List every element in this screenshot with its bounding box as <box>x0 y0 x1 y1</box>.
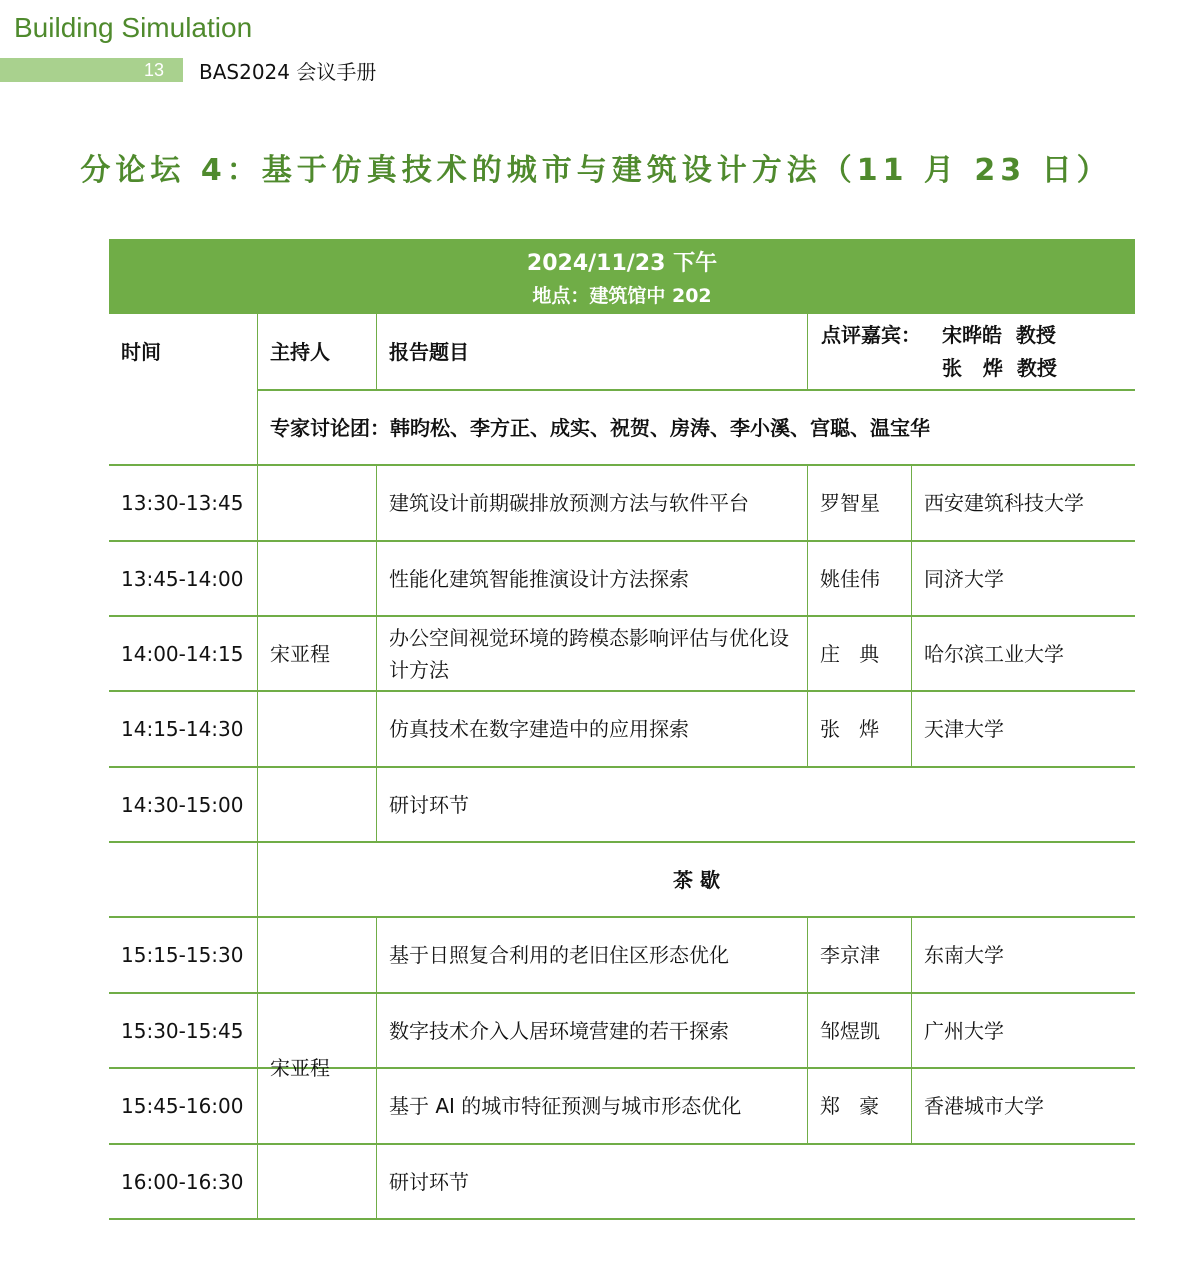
speaker-name: 张 烨 <box>820 717 880 741</box>
time-slot: 15:30-15:45 <box>121 1018 244 1043</box>
tea-break: 茶 歇 <box>673 867 720 892</box>
reviewers <box>821 319 1057 385</box>
brand-title: Building Simulation <box>14 12 253 43</box>
time-slot: 14:30-15:00 <box>121 792 244 817</box>
session1-host: 宋亚程 <box>270 641 330 666</box>
speaker-affiliation: 东南大学 <box>924 943 1004 967</box>
schedule-table <box>109 239 1135 1221</box>
session-date: 2024/11/23 下午 <box>526 251 718 276</box>
speaker-name: 罗智星 <box>820 491 880 515</box>
talk-title: 建筑设计前期碳排放预测方法与软件平台 <box>389 491 749 515</box>
time-slot: 16:00-16:30 <box>121 1169 244 1194</box>
talk-title: 基于 AI 的城市特征预测与城市形态优化 <box>389 1094 742 1118</box>
time-slot: 13:45-14:00 <box>121 566 244 591</box>
time-slot: 14:15-14:30 <box>121 717 244 741</box>
speaker-name: 庄 典 <box>820 641 880 666</box>
reviewer-name: 宋晔皓 教授 <box>942 323 1056 347</box>
speaker-affiliation: 哈尔滨工业大学 <box>924 641 1064 666</box>
time-slot: 15:15-15:30 <box>121 943 244 967</box>
session2-host: 宋亚程 <box>270 1056 330 1080</box>
speaker-affiliation: 广州大学 <box>924 1018 1004 1043</box>
talk-title: 性能化建筑智能推演设计方法探索 <box>389 566 689 591</box>
reviewer-name: 张 烨 教授 <box>942 356 1057 380</box>
speaker-affiliation: 同济大学 <box>924 566 1004 591</box>
talk-title: 基于日照复合利用的老旧住区形态优化 <box>389 943 729 967</box>
discussion-label: 研讨环节 <box>389 1169 469 1194</box>
speaker-name: 郑 豪 <box>820 1094 880 1118</box>
speaker-name: 邹煜凯 <box>820 1018 880 1043</box>
time-slot: 14:00-14:15 <box>121 641 244 666</box>
discussion-label: 研讨环节 <box>389 792 469 817</box>
page-number: 13 <box>144 60 165 80</box>
column-header-host: 主持人 <box>270 340 330 364</box>
speaker-affiliation: 香港城市大学 <box>924 1094 1044 1118</box>
talk-title: 办公空间视觉环境的跨模态影响评估与优化设计方法 <box>389 625 789 682</box>
session-location: 地点：建筑馆中 202 <box>532 285 712 307</box>
column-header-topic: 报告题目 <box>389 340 469 364</box>
talk-title: 数字技术介入人居环境营建的若干探索 <box>389 1018 729 1043</box>
column-header-time: 时间 <box>121 340 161 364</box>
time-slot: 15:45-16:00 <box>121 1094 244 1118</box>
speaker-name: 李京津 <box>820 943 880 967</box>
talk-title: 仿真技术在数字建造中的应用探索 <box>389 717 689 741</box>
reviewers-label: 点评嘉宾： <box>821 323 921 347</box>
time-slot: 13:30-13:45 <box>121 491 244 515</box>
table-header <box>109 239 1135 314</box>
speaker-affiliation: 天津大学 <box>924 717 1004 741</box>
speaker-affiliation: 西安建筑科技大学 <box>924 491 1084 515</box>
expert-panel: 专家讨论团：韩昀松、李方正、成实、祝贺、房涛、李小溪、宫聪、温宝华 <box>270 416 930 440</box>
forum-title: 分论坛 4：基于仿真技术的城市与建筑设计方法（11 月 23 日） <box>80 153 1112 188</box>
conference-name: BAS2024 会议手册 <box>199 60 377 84</box>
speaker-name: 姚佳伟 <box>820 566 880 591</box>
